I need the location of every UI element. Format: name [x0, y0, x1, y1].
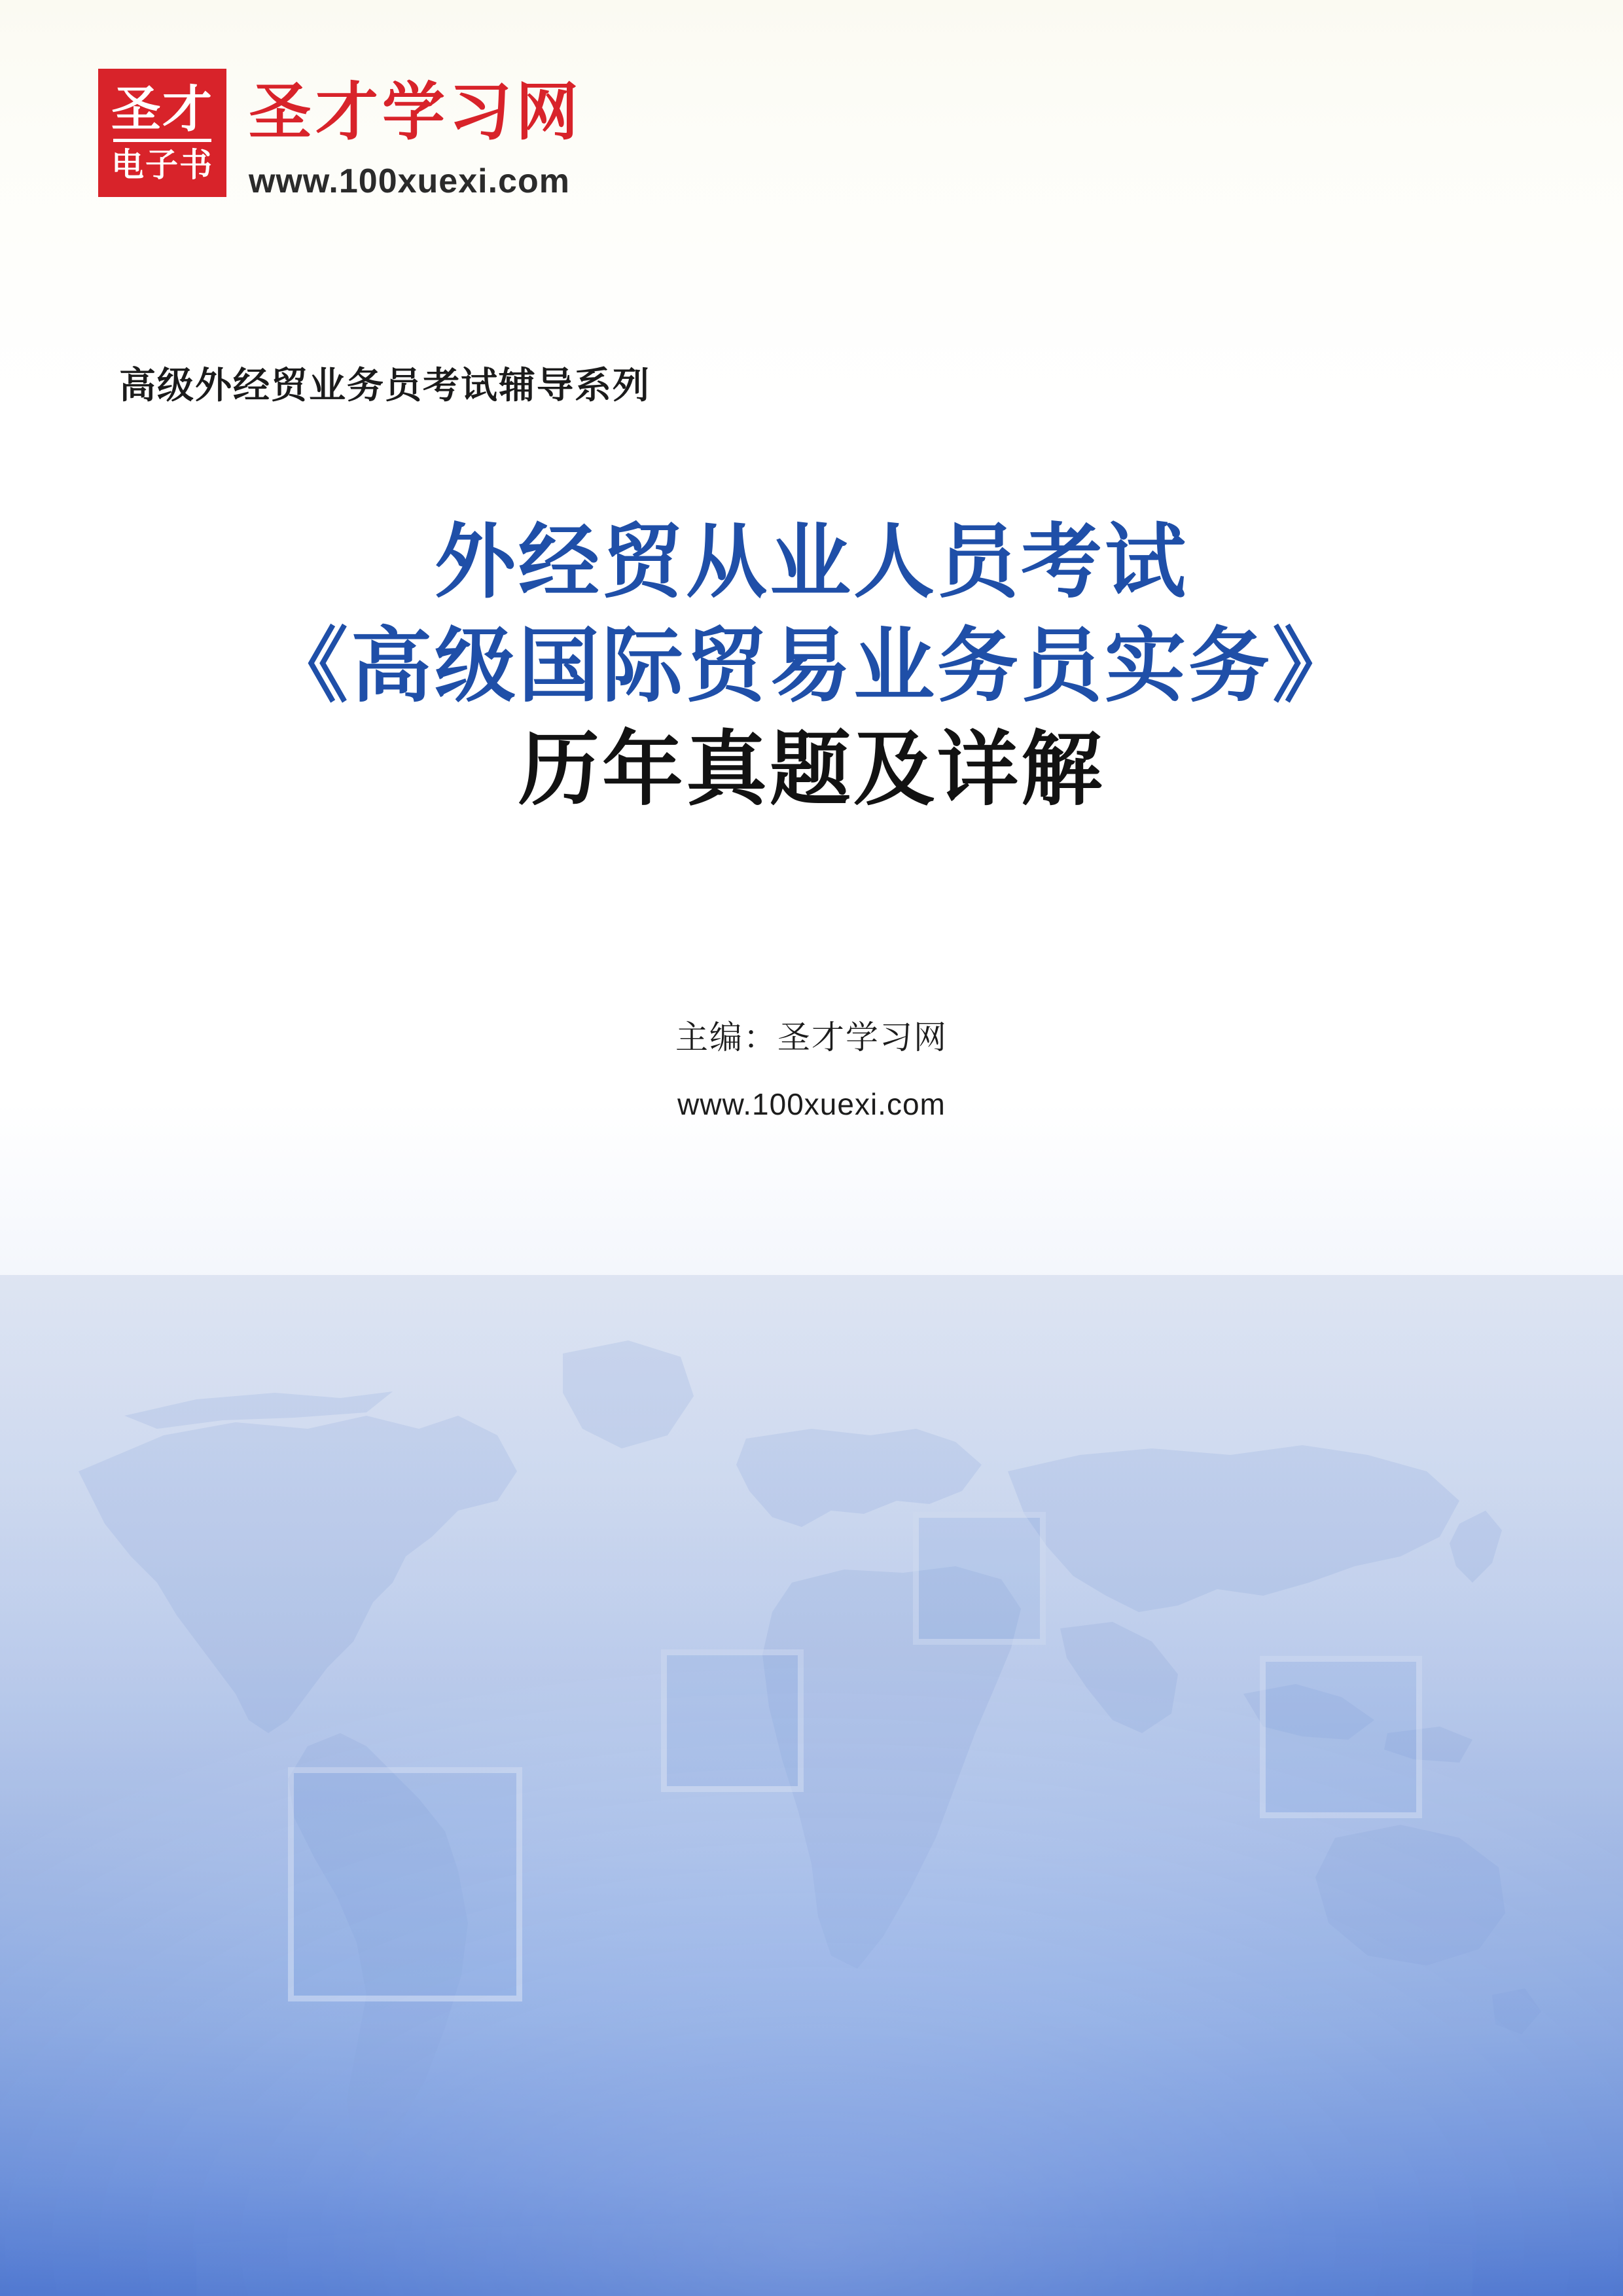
series-label: 高级外经贸业务员考试辅导系列: [119, 365, 651, 406]
logo-mark: [98, 69, 226, 197]
logo-mark-bottom-text: 电子书: [111, 146, 213, 183]
logo-mark-top-text: 圣才: [111, 81, 213, 137]
cover-title-line-1: 外经贸从业人员考试: [434, 517, 1188, 607]
cover-title-line-2: 《高级国际贸易业务员实务》: [266, 620, 1356, 711]
editor-line: 主编：圣才学习网: [675, 1019, 948, 1056]
cover-title-block: [0, 511, 1623, 822]
website-line: www.100xuexi.com: [677, 1087, 946, 1121]
brand-logo: [98, 69, 582, 201]
brand-name: 圣才学习网: [249, 77, 582, 147]
brand-url: www.100xuexi.com: [249, 162, 570, 200]
cover-title-line-3: 历年真题及详解: [518, 725, 1105, 816]
logo-mark-divider: [113, 139, 211, 142]
logo-text-group: [249, 69, 582, 201]
